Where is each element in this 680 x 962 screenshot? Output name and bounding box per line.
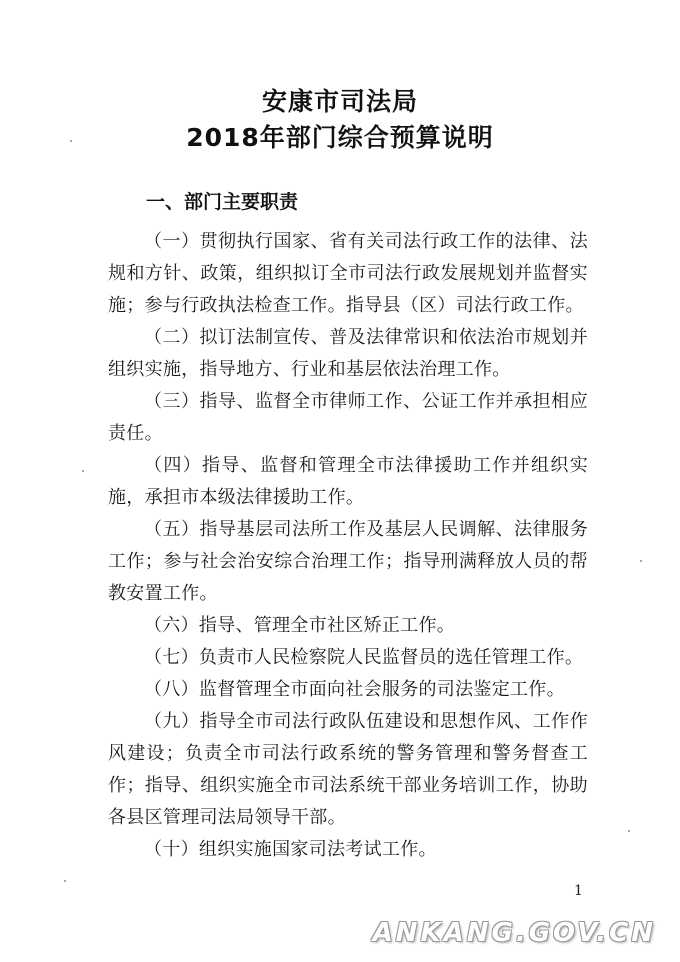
section-heading: 一、部门主要职责 [146, 191, 299, 213]
paragraph-8: （八）监督管理全市面向社会服务的司法鉴定工作。 [144, 679, 565, 700]
paragraph-7: （七）负责市人民检察院人民监督员的选任管理工作。 [144, 647, 584, 668]
scan-speck [82, 470, 84, 472]
paragraph-4: （四）指导、监督和管理全市法律援助工作并组织实施，承担市本级法律援助工作。 [108, 455, 588, 508]
paragraph-9: （九）指导全市司法行政队伍建设和思想作风、工作作风建设；负责全市司法行政系统的警务管理和警务督查工作；指导、组织实施全市司法系统干部业务培训工作，协助各县区管理司法局领导干部。 [108, 711, 588, 828]
document-title-line1: 安康市司法局 [261, 87, 418, 116]
scan-speck [70, 140, 72, 142]
scan-speck [628, 830, 630, 832]
scan-speck [64, 880, 66, 882]
page-number: 1 [574, 883, 583, 899]
document-title-line2: 2018年部门综合预算说明 [186, 123, 494, 152]
scan-speck [640, 560, 642, 562]
paragraph-6: （六）指导、管理全市社区矫正工作。 [144, 615, 456, 636]
paragraph-10: （十）组织实施国家司法考试工作。 [144, 839, 437, 860]
document-body [108, 226, 588, 866]
paragraph-2: （二）拟订法制宣传、普及法律常识和依法治市规划并组织实施，指导地方、行业和基层依法治理工作。 [108, 327, 588, 380]
paragraph-1: （一）贯彻执行国家、省有关司法行政工作的法律、法规和方针、政策，组织拟订全市司法行政发展规划并监督实施；参与行政执法检查工作。指导县（区）司法行政工作。 [108, 231, 588, 316]
site-watermark: ANKANG.GOV.CN [372, 918, 656, 948]
paragraph-3: （三）指导、监督全市律师工作、公证工作并承担相应责任。 [108, 391, 588, 444]
paragraph-5: （五）指导基层司法所工作及基层人民调解、法律服务工作；参与社会治安综合治理工作；指导刑满释放人员的帮教安置工作。 [108, 519, 588, 604]
